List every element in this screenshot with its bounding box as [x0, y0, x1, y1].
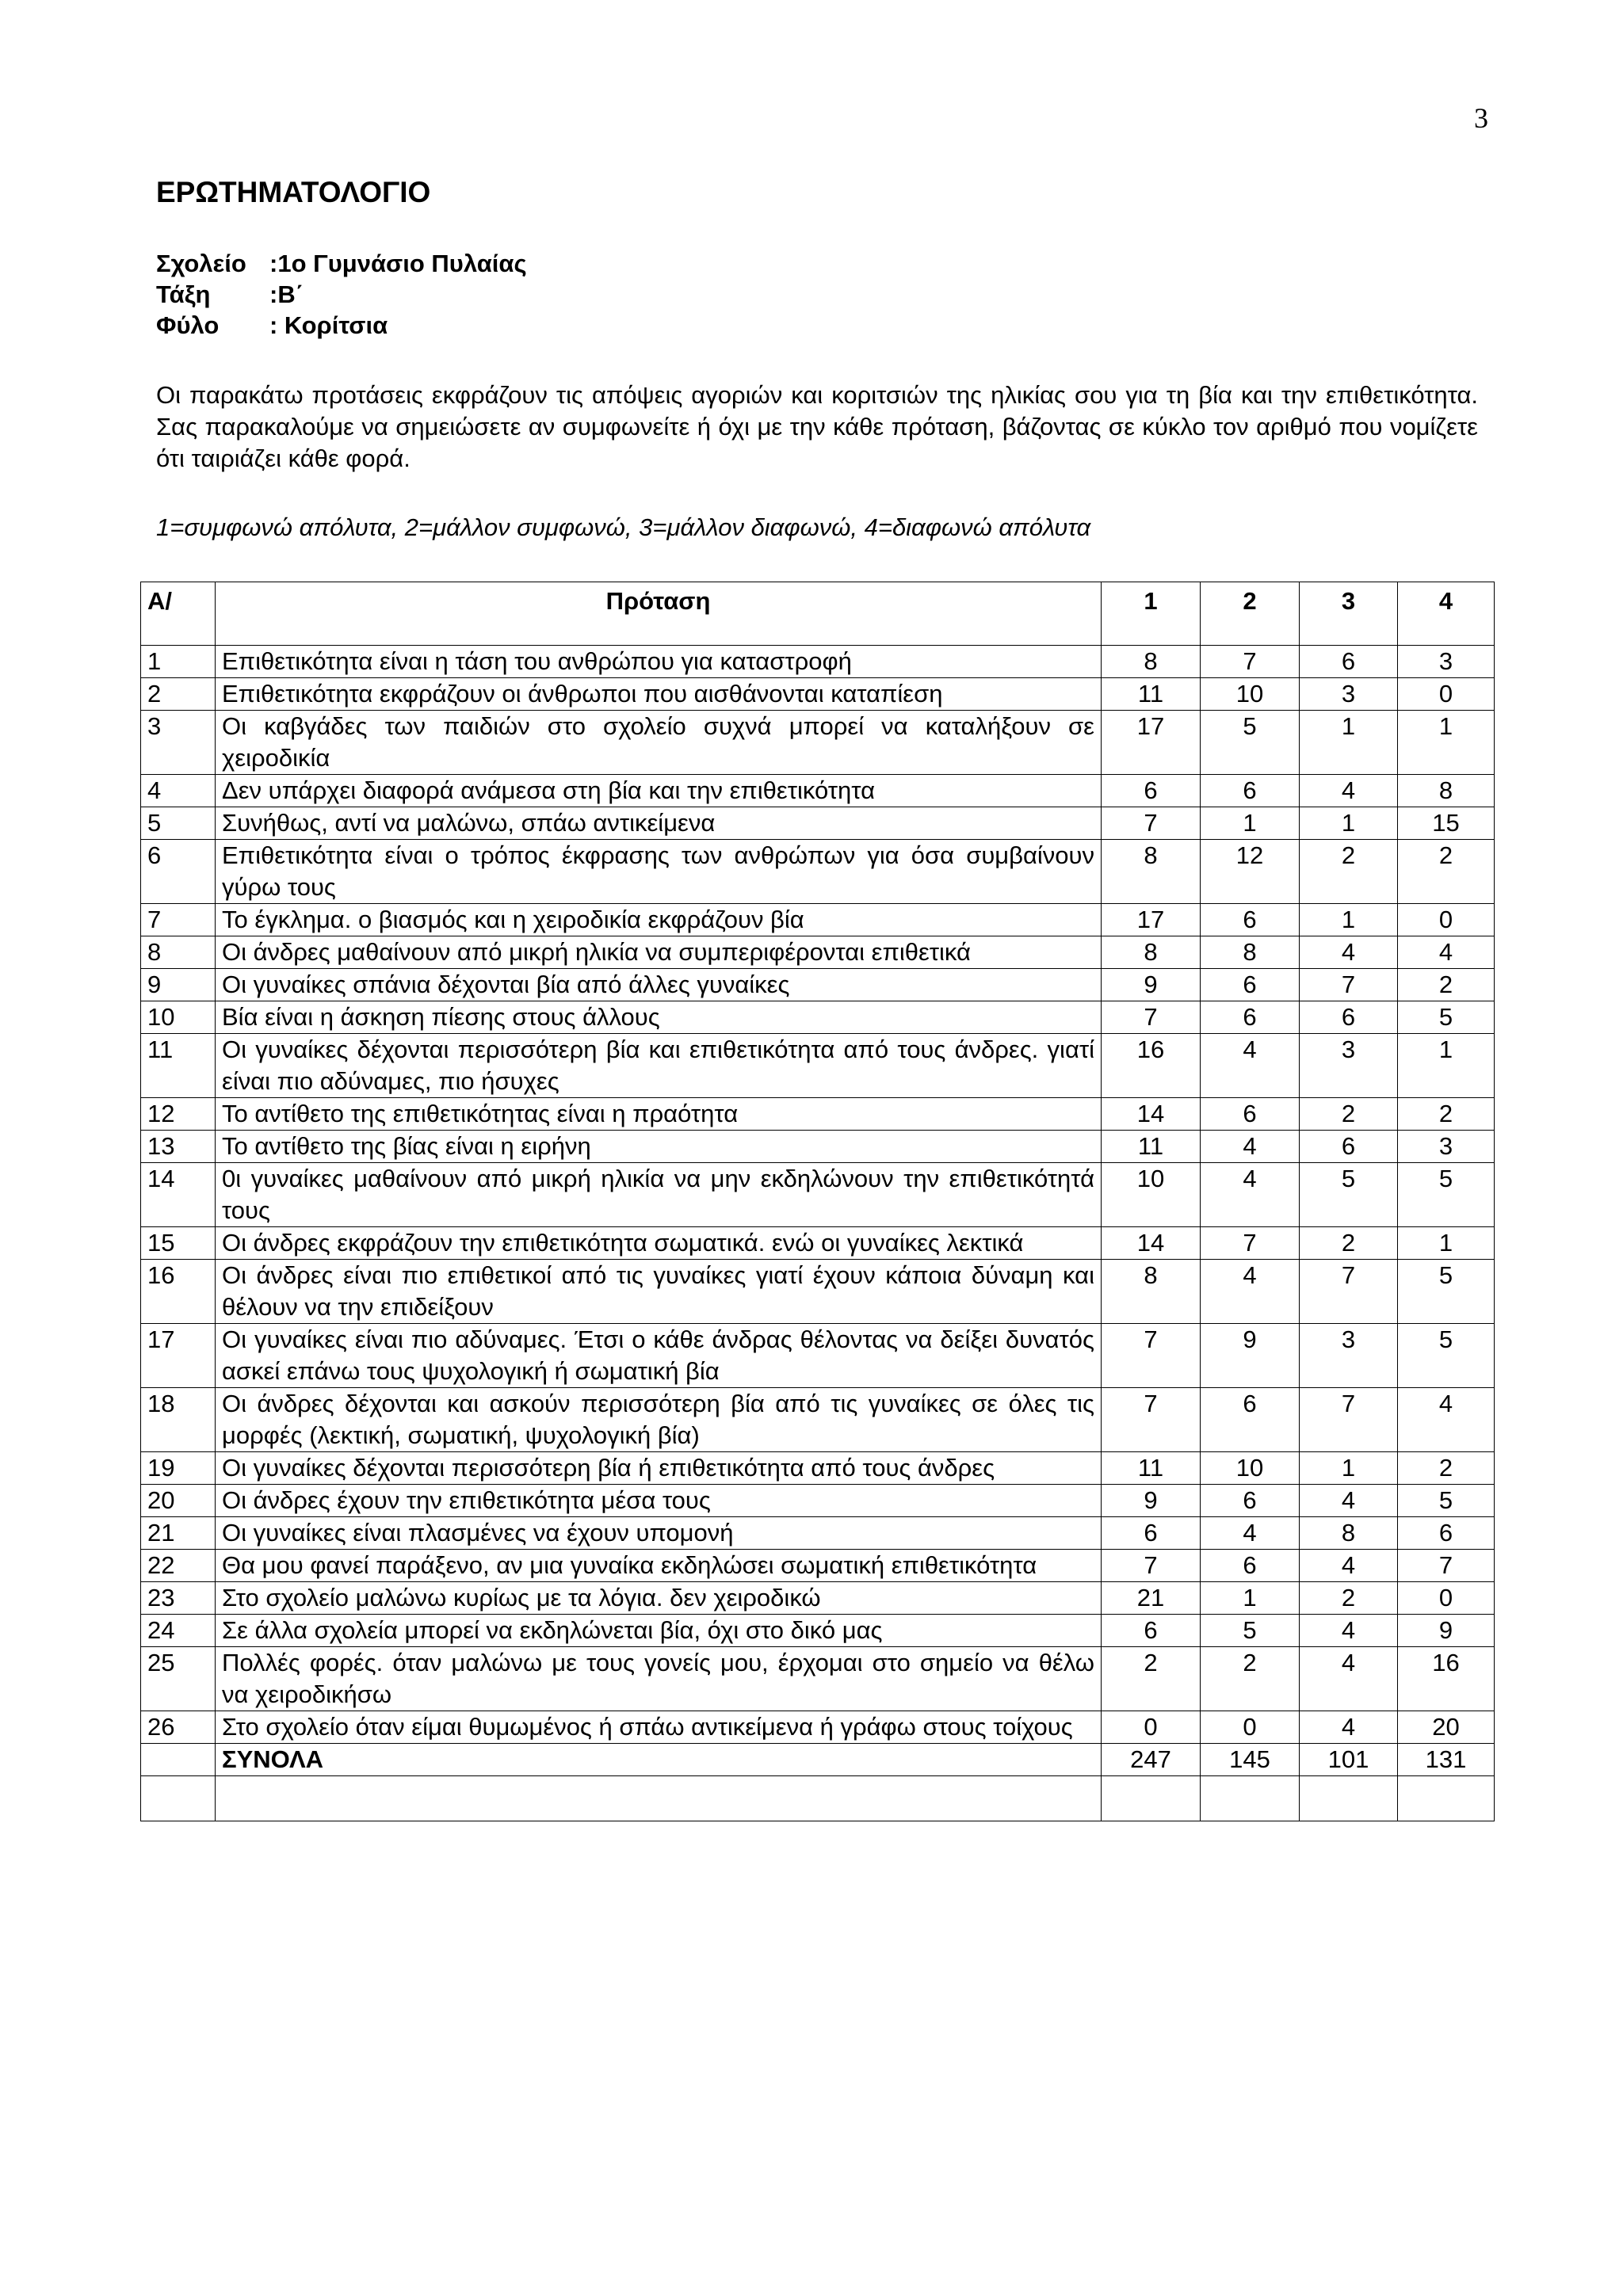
row-score-2: 4 [1201, 1517, 1300, 1550]
row-number: 19 [141, 1452, 216, 1485]
row-score-3: 7 [1300, 969, 1398, 1001]
row-score-2: 6 [1201, 904, 1300, 936]
row-score-1: 9 [1102, 1485, 1201, 1517]
row-statement: Οι άνδρες είναι πιο επιθετικοί από τις γυναίκες γιατί έχουν κάποια δύναμη και θέλουν να την επιδείξουν [216, 1260, 1102, 1324]
row-score-2: 6 [1201, 1098, 1300, 1131]
row-score-4: 0 [1398, 678, 1495, 711]
totals-score-3: 101 [1300, 1744, 1398, 1776]
totals-label: ΣΥΝΟΛΑ [216, 1744, 1102, 1776]
table-row [141, 936, 1495, 969]
header-score-3: 3 [1300, 582, 1398, 646]
row-score-1: 11 [1102, 1452, 1201, 1485]
header-statement: Πρόταση [216, 582, 1102, 646]
row-statement: Οι άνδρες δέχονται και ασκούν περισσότερη βία από τις γυναίκες σε όλες τις μορφές (λεκτική, σωματική, ψυχολογική βία) [216, 1388, 1102, 1452]
table-row [141, 1260, 1495, 1324]
row-score-4: 5 [1398, 1163, 1495, 1227]
row-number: 24 [141, 1615, 216, 1647]
row-score-4: 16 [1398, 1647, 1495, 1711]
table-row [141, 711, 1495, 775]
row-statement: Οι άνδρες εκφράζουν την επιθετικότητα σωματικά. ενώ οι γυναίκες λεκτικά [216, 1227, 1102, 1260]
table-row [141, 1098, 1495, 1131]
row-score-3: 6 [1300, 1131, 1398, 1163]
meta-label: Σχολείο [156, 250, 246, 277]
row-score-4: 5 [1398, 1001, 1495, 1034]
row-statement: Οι γυναίκες είναι πλασμένες να έχουν υπομονή [216, 1517, 1102, 1550]
row-score-4: 9 [1398, 1615, 1495, 1647]
row-score-1: 0 [1102, 1711, 1201, 1744]
row-statement: Συνήθως, αντί να μαλώνω, σπάω αντικείμενα [216, 807, 1102, 840]
row-score-1: 14 [1102, 1098, 1201, 1131]
table-row [141, 1550, 1495, 1582]
row-score-1: 8 [1102, 840, 1201, 904]
row-number: 13 [141, 1131, 216, 1163]
row-score-4: 6 [1398, 1517, 1495, 1550]
totals-number [141, 1744, 216, 1776]
row-number: 15 [141, 1227, 216, 1260]
row-statement: Σε άλλα σχολεία μπορεί να εκδηλώνεται βία, όχι στο δικό μας [216, 1615, 1102, 1647]
row-score-1: 7 [1102, 807, 1201, 840]
row-score-2: 5 [1201, 1615, 1300, 1647]
table-row [141, 1131, 1495, 1163]
row-score-2: 5 [1201, 711, 1300, 775]
row-score-4: 3 [1398, 1131, 1495, 1163]
row-score-2: 9 [1201, 1324, 1300, 1388]
row-score-2: 4 [1201, 1260, 1300, 1324]
table-row [141, 1034, 1495, 1098]
row-score-2: 7 [1201, 1227, 1300, 1260]
meta-gender [156, 310, 527, 341]
intro-paragraph: Οι παρακάτω προτάσεις εκφράζουν τις απόψεις αγοριών και κοριτσιών της ηλικίας σου για τη βία και την επιθετικότητα. Σας παρακαλούμε να σημειώσετε αν συμφωνείτε ή όχι με την κάθε πρόταση, βάζοντας σε κύκλο τον αριθμό που νομίζετε ότι ταιριάζει κάθε φορά. [156, 381, 1478, 472]
row-statement: Επιθετικότητα είναι η τάση του ανθρώπου για καταστροφή [216, 646, 1102, 678]
row-statement: 0ι γυναίκες μαθαίνουν από μικρή ηλικία να μην εκδηλώνουν την επιθετικότητά τους [216, 1163, 1102, 1227]
table-row [141, 646, 1495, 678]
row-score-1: 8 [1102, 1260, 1201, 1324]
row-score-4: 1 [1398, 1034, 1495, 1098]
row-score-4: 4 [1398, 936, 1495, 969]
row-score-2: 6 [1201, 1485, 1300, 1517]
row-score-1: 8 [1102, 646, 1201, 678]
row-score-2: 1 [1201, 1582, 1300, 1615]
table-row [141, 1388, 1495, 1452]
row-score-2: 0 [1201, 1711, 1300, 1744]
row-score-3: 6 [1300, 646, 1398, 678]
row-score-4: 8 [1398, 775, 1495, 807]
row-score-1: 16 [1102, 1034, 1201, 1098]
row-number: 8 [141, 936, 216, 969]
row-score-1: 8 [1102, 936, 1201, 969]
row-score-3: 5 [1300, 1163, 1398, 1227]
row-score-2: 7 [1201, 646, 1300, 678]
table-row [141, 1324, 1495, 1388]
totals-row [141, 1744, 1495, 1776]
row-score-2: 6 [1201, 1001, 1300, 1034]
page-number: 3 [1474, 102, 1488, 134]
row-score-2: 10 [1201, 678, 1300, 711]
row-score-2: 4 [1201, 1034, 1300, 1098]
row-score-1: 7 [1102, 1550, 1201, 1582]
row-score-4: 5 [1398, 1324, 1495, 1388]
row-statement: Επιθετικότητα είναι ο τρόπος έκφρασης των ανθρώπων για όσα συμβαίνουν γύρω τους [216, 840, 1102, 904]
table-row [141, 1227, 1495, 1260]
row-statement: Το αντίθετο της επιθετικότητας είναι η πραότητα [216, 1098, 1102, 1131]
row-number: 14 [141, 1163, 216, 1227]
row-score-3: 4 [1300, 936, 1398, 969]
row-score-2: 6 [1201, 969, 1300, 1001]
totals-score-2: 145 [1201, 1744, 1300, 1776]
row-statement: Θα μου φανεί παράξενο, αν μια γυναίκα εκδηλώσει σωματική επιθετικότητα [216, 1550, 1102, 1582]
table-row [141, 1711, 1495, 1744]
row-number: 6 [141, 840, 216, 904]
row-score-1: 10 [1102, 1163, 1201, 1227]
row-statement: Οι καβγάδες των παιδιών στο σχολείο συχνά μπορεί να καταλήξουν σε χειροδικία [216, 711, 1102, 775]
totals-score-1: 247 [1102, 1744, 1201, 1776]
row-score-3: 7 [1300, 1260, 1398, 1324]
row-score-3: 3 [1300, 678, 1398, 711]
row-score-1: 11 [1102, 678, 1201, 711]
row-score-3: 4 [1300, 1550, 1398, 1582]
row-score-3: 2 [1300, 1098, 1398, 1131]
row-score-2: 6 [1201, 1388, 1300, 1452]
row-score-4: 5 [1398, 1260, 1495, 1324]
header-score-2: 2 [1201, 582, 1300, 646]
blank-cell [1398, 1776, 1495, 1821]
totals-score-4: 131 [1398, 1744, 1495, 1776]
row-score-1: 17 [1102, 711, 1201, 775]
row-score-1: 21 [1102, 1582, 1201, 1615]
table-row [141, 1163, 1495, 1227]
row-statement: Δεν υπάρχει διαφορά ανάμεσα στη βία και την επιθετικότητα [216, 775, 1102, 807]
row-score-2: 10 [1201, 1452, 1300, 1485]
header-score-1: 1 [1102, 582, 1201, 646]
row-number: 26 [141, 1711, 216, 1744]
row-statement: Οι γυναίκες είναι πιο αδύναμες. Έτσι ο κάθε άνδρας θέλοντας να δείξει δυνατός ασκεί επάνω τους ψυχολογική ή σωματική βία [216, 1324, 1102, 1388]
row-score-3: 3 [1300, 1034, 1398, 1098]
row-number: 18 [141, 1388, 216, 1452]
meta-school [156, 248, 527, 279]
table-row [141, 1582, 1495, 1615]
row-number: 22 [141, 1550, 216, 1582]
blank-cell [1102, 1776, 1201, 1821]
row-statement: Οι γυναίκες δέχονται περισσότερη βία και επιθετικότητα από τους άνδρες. γιατί είναι πιο αδύναμες, πιο ήσυχες [216, 1034, 1102, 1098]
row-number: 20 [141, 1485, 216, 1517]
row-score-4: 2 [1398, 1098, 1495, 1131]
blank-cell [1201, 1776, 1300, 1821]
row-score-2: 12 [1201, 840, 1300, 904]
row-score-2: 1 [1201, 807, 1300, 840]
blank-row [141, 1776, 1495, 1821]
row-score-3: 4 [1300, 1485, 1398, 1517]
row-score-3: 7 [1300, 1388, 1398, 1452]
table-row [141, 1615, 1495, 1647]
row-score-4: 20 [1398, 1711, 1495, 1744]
row-number: 11 [141, 1034, 216, 1098]
row-score-1: 6 [1102, 1615, 1201, 1647]
row-score-2: 6 [1201, 1550, 1300, 1582]
row-score-1: 9 [1102, 969, 1201, 1001]
row-score-3: 4 [1300, 1647, 1398, 1711]
row-score-2: 4 [1201, 1131, 1300, 1163]
row-score-3: 2 [1300, 1227, 1398, 1260]
row-score-4: 15 [1398, 807, 1495, 840]
table-row [141, 904, 1495, 936]
table-row [141, 1517, 1495, 1550]
row-score-4: 1 [1398, 1227, 1495, 1260]
row-number: 2 [141, 678, 216, 711]
meta-value: :Β΄ [269, 280, 304, 308]
row-score-3: 3 [1300, 1324, 1398, 1388]
row-score-1: 7 [1102, 1001, 1201, 1034]
row-number: 3 [141, 711, 216, 775]
row-score-3: 1 [1300, 904, 1398, 936]
row-statement: Στο σχολείο μαλώνω κυρίως με τα λόγια. δεν χειροδικώ [216, 1582, 1102, 1615]
row-statement: Πολλές φορές. όταν μαλώνω με τους γονείς μου, έρχομαι στο σημείο να θέλω να χειροδικήσω [216, 1647, 1102, 1711]
row-score-3: 2 [1300, 840, 1398, 904]
page-title: ΕΡΩΤΗΜΑΤΟΛΟΓΙΟ [156, 176, 431, 208]
row-score-2: 4 [1201, 1163, 1300, 1227]
row-statement: Βία είναι η άσκηση πίεσης στους άλλους [216, 1001, 1102, 1034]
row-score-3: 4 [1300, 1711, 1398, 1744]
meta-value: :1ο Γυμνάσιο Πυλαίας [269, 250, 527, 277]
row-score-4: 3 [1398, 646, 1495, 678]
row-score-4: 2 [1398, 969, 1495, 1001]
row-score-4: 2 [1398, 840, 1495, 904]
table-row [141, 969, 1495, 1001]
blank-cell [141, 1776, 216, 1821]
row-score-3: 6 [1300, 1001, 1398, 1034]
row-statement: Στο σχολείο όταν είμαι θυμωμένος ή σπάω αντικείμενα ή γράφω στους τοίχους [216, 1711, 1102, 1744]
row-score-4: 5 [1398, 1485, 1495, 1517]
row-score-1: 17 [1102, 904, 1201, 936]
meta-label: Τάξη [156, 280, 211, 308]
row-score-3: 4 [1300, 775, 1398, 807]
row-score-3: 1 [1300, 711, 1398, 775]
row-score-1: 7 [1102, 1324, 1201, 1388]
meta-value: : Κορίτσια [269, 311, 388, 339]
row-score-1: 7 [1102, 1388, 1201, 1452]
row-number: 1 [141, 646, 216, 678]
row-number: 4 [141, 775, 216, 807]
meta-class [156, 279, 527, 310]
row-number: 5 [141, 807, 216, 840]
header-score-4: 4 [1398, 582, 1495, 646]
scale-legend: 1=συμφωνώ απόλυτα, 2=μάλλον συμφωνώ, 3=μάλλον διαφωνώ, 4=διαφωνώ απόλυτα [156, 513, 1091, 541]
header-number: Α/ [141, 582, 216, 646]
table-row [141, 1001, 1495, 1034]
table-row [141, 1647, 1495, 1711]
row-score-1: 11 [1102, 1131, 1201, 1163]
row-number: 25 [141, 1647, 216, 1711]
table-row [141, 1485, 1495, 1517]
row-number: 10 [141, 1001, 216, 1034]
row-statement: Το αντίθετο της βίας είναι η ειρήνη [216, 1131, 1102, 1163]
row-score-2: 2 [1201, 1647, 1300, 1711]
row-number: 9 [141, 969, 216, 1001]
row-score-3: 1 [1300, 807, 1398, 840]
row-statement: Επιθετικότητα εκφράζουν οι άνθρωποι που αισθάνονται καταπίεση [216, 678, 1102, 711]
row-score-4: 7 [1398, 1550, 1495, 1582]
survey-table [140, 582, 1495, 1821]
row-score-1: 6 [1102, 1517, 1201, 1550]
row-number: 17 [141, 1324, 216, 1388]
row-score-4: 0 [1398, 1582, 1495, 1615]
survey-meta [156, 248, 527, 341]
row-score-4: 2 [1398, 1452, 1495, 1485]
row-score-2: 8 [1201, 936, 1300, 969]
meta-label: Φύλο [156, 311, 220, 339]
row-statement: Οι άνδρες μαθαίνουν από μικρή ηλικία να συμπεριφέρονται επιθετικά [216, 936, 1102, 969]
blank-cell [216, 1776, 1102, 1821]
row-score-1: 6 [1102, 775, 1201, 807]
row-number: 21 [141, 1517, 216, 1550]
row-score-3: 4 [1300, 1615, 1398, 1647]
row-score-2: 6 [1201, 775, 1300, 807]
table-header-row [141, 582, 1495, 646]
row-score-1: 14 [1102, 1227, 1201, 1260]
table-row [141, 1452, 1495, 1485]
table-row [141, 678, 1495, 711]
row-statement: Οι γυναίκες δέχονται περισσότερη βία ή επιθετικότητα από τους άνδρες [216, 1452, 1102, 1485]
row-score-3: 2 [1300, 1582, 1398, 1615]
table-row [141, 840, 1495, 904]
row-number: 23 [141, 1582, 216, 1615]
row-score-4: 0 [1398, 904, 1495, 936]
row-score-1: 2 [1102, 1647, 1201, 1711]
row-number: 7 [141, 904, 216, 936]
row-statement: Το έγκλημα. ο βιασμός και η χειροδικία εκφράζουν βία [216, 904, 1102, 936]
row-number: 12 [141, 1098, 216, 1131]
table-row [141, 807, 1495, 840]
row-score-4: 1 [1398, 711, 1495, 775]
table-row [141, 775, 1495, 807]
row-score-3: 8 [1300, 1517, 1398, 1550]
row-statement: Οι γυναίκες σπάνια δέχονται βία από άλλες γυναίκες [216, 969, 1102, 1001]
row-number: 16 [141, 1260, 216, 1324]
row-statement: Οι άνδρες έχουν την επιθετικότητα μέσα τους [216, 1485, 1102, 1517]
blank-cell [1300, 1776, 1398, 1821]
row-score-3: 1 [1300, 1452, 1398, 1485]
row-score-4: 4 [1398, 1388, 1495, 1452]
